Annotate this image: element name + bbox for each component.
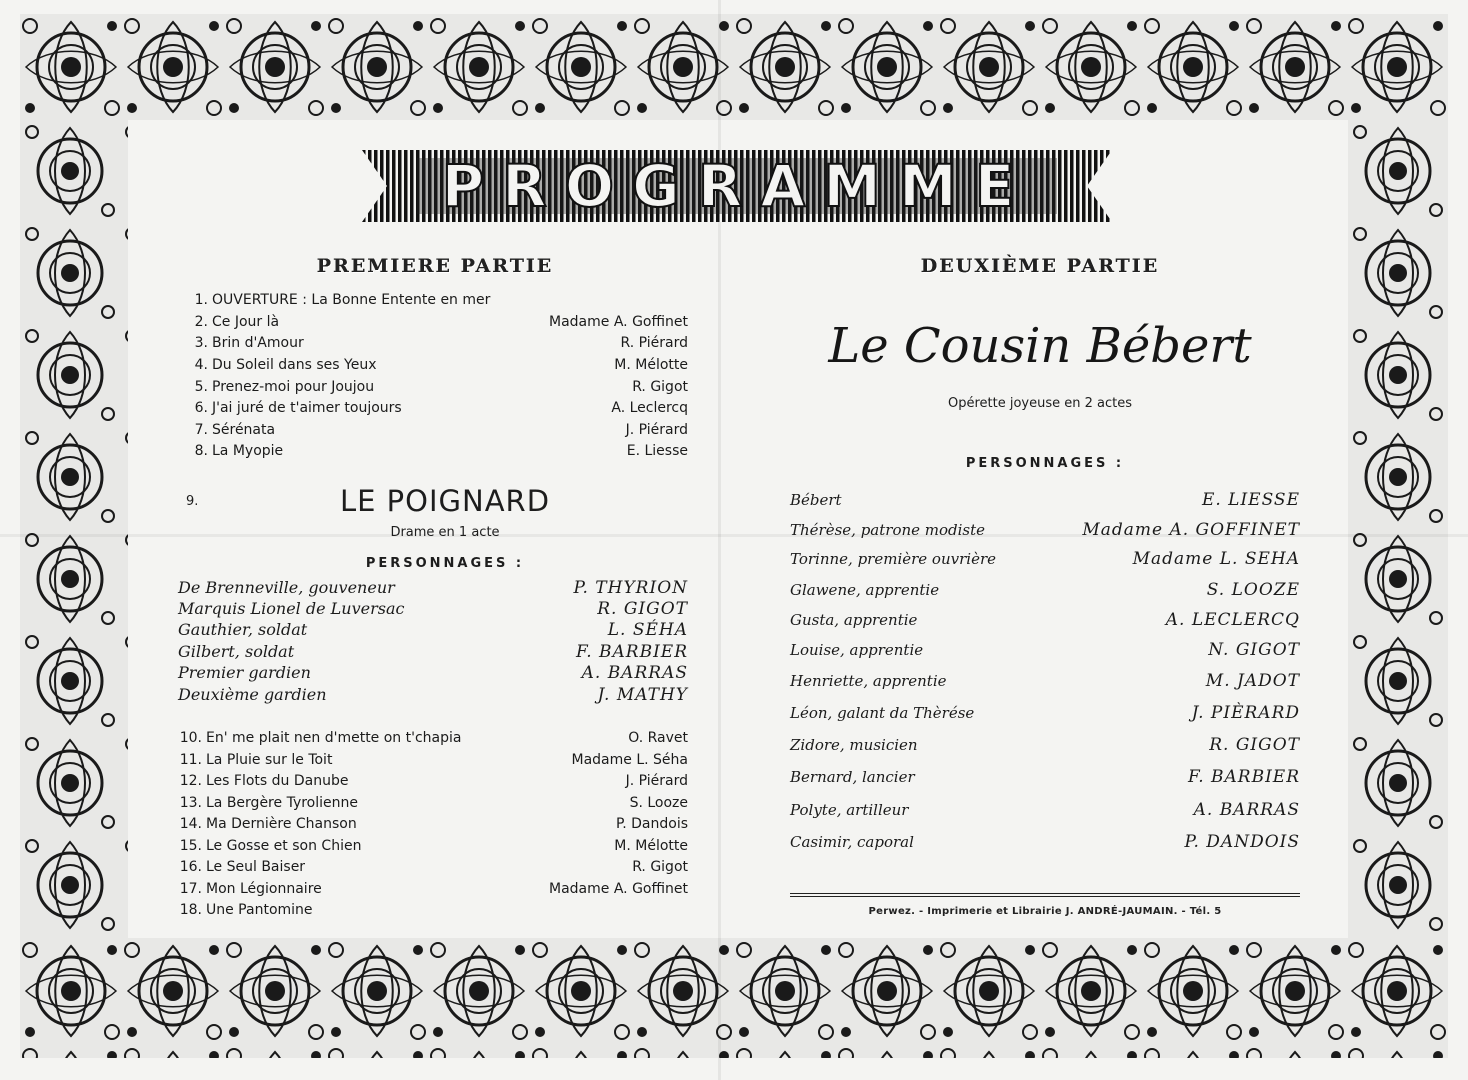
- cast-row: Polyte, artilleur A. BARRAS: [790, 800, 1300, 820]
- list-item: 13. La Bergère Tyrolienne S. Looze: [179, 795, 688, 811]
- cast-row: De Brenneville, gouveneur P. THYRION: [178, 578, 688, 598]
- list-item: 11. La Pluie sur le Toit Madame L. Séha: [179, 752, 688, 768]
- cast-row: Bernard, lancier F. BARBIER: [790, 767, 1300, 787]
- cast-row: Gilbert, soldat F. BARBIER: [178, 642, 688, 662]
- list-item: 4. Du Soleil dans ses Yeux M. Mélotte: [194, 357, 688, 373]
- list-item: 7. Sérénata J. Piérard: [194, 422, 688, 438]
- personnages-label: PERSONNAGES :: [365, 556, 525, 571]
- cast-row: Torinne, première ouvrière Madame L. SEHA: [790, 549, 1300, 569]
- cast-row: Marquis Lionel de Luversac R. GIGOT: [178, 599, 688, 619]
- premiere-partie-heading: PREMIERE PARTIE: [316, 255, 554, 277]
- list-item: 8. La Myopie E. Liesse: [194, 443, 688, 459]
- play-number: 9.: [186, 494, 199, 509]
- cast-row: Gauthier, soldat L. SÉHA: [178, 620, 688, 640]
- deuxieme-partie-heading: DEUXIÈME PARTIE: [920, 255, 1160, 277]
- cast-row: Zidore, musicien R. GIGOT: [790, 735, 1300, 755]
- list-item: 5. Prenez-moi pour Joujou R. Gigot: [194, 379, 688, 395]
- divider-rule: [790, 896, 1300, 897]
- ornament-border-bottom: [20, 938, 1448, 1058]
- printer-imprint: Perwez. - Imprimerie et Librairie J. ANDRÉ-JAUMAIN. - Tél. 5: [868, 906, 1222, 917]
- cast-row: Glawene, apprentie S. LOOZE: [790, 580, 1300, 600]
- list-item: 15. Le Gosse et son Chien M. Mélotte: [179, 838, 688, 854]
- ornament-border-left: [20, 120, 128, 938]
- cast-row: Léon, galant da Thèrése J. PIÈRARD: [790, 703, 1300, 723]
- list-item: 14. Ma Dernière Chanson P. Dandois: [179, 816, 688, 832]
- play-title: LE POIGNARD: [339, 484, 551, 518]
- list-item: 2. Ce Jour là Madame A. Goffinet: [194, 314, 688, 330]
- play-subtitle: Drame en 1 acte: [390, 525, 500, 540]
- ornament-border-right: [1348, 120, 1448, 938]
- list-item: 1. OUVERTURE : La Bonne Entente en mer: [194, 292, 491, 308]
- list-item: 12. Les Flots du Danube J. Piérard: [179, 773, 688, 789]
- list-item: 16. Le Seul Baiser R. Gigot: [179, 859, 688, 875]
- ornament-border-top: [20, 14, 1448, 120]
- operetta-subtitle: Opérette joyeuse en 2 actes: [947, 396, 1133, 411]
- operetta-title: Le Cousin Bébert: [828, 318, 1252, 374]
- list-item: 3. Brin d'Amour R. Piérard: [194, 335, 688, 351]
- cast-row: Premier gardien A. BARRAS: [178, 663, 688, 683]
- page-title: PROGRAMME: [441, 152, 1033, 220]
- list-item: 17. Mon Légionnaire Madame A. Goffinet: [179, 881, 688, 897]
- list-item: 10. En' me plait nen d'mette on t'chapia O. Ravet: [179, 730, 688, 746]
- cast-row: Deuxième gardien J. MATHY: [178, 685, 688, 705]
- personnages-label-second: PERSONNAGES :: [965, 456, 1125, 471]
- divider-rule: [790, 893, 1300, 894]
- cast-row: Casimir, caporal P. DANDOIS: [790, 832, 1300, 852]
- list-item: 6. J'ai juré de t'aimer toujours A. Leclercq: [194, 400, 688, 416]
- cast-row: Henriette, apprentie M. JADOT: [790, 671, 1300, 691]
- cast-row: Louise, apprentie N. GIGOT: [790, 640, 1300, 660]
- cast-row: Thérèse, patrone modiste Madame A. GOFFINET: [790, 520, 1300, 540]
- cast-row: Bébert E. LIESSE: [790, 490, 1300, 510]
- list-item: 18. Une Pantomine: [179, 902, 313, 918]
- cast-row: Gusta, apprentie A. LECLERCQ: [790, 610, 1300, 630]
